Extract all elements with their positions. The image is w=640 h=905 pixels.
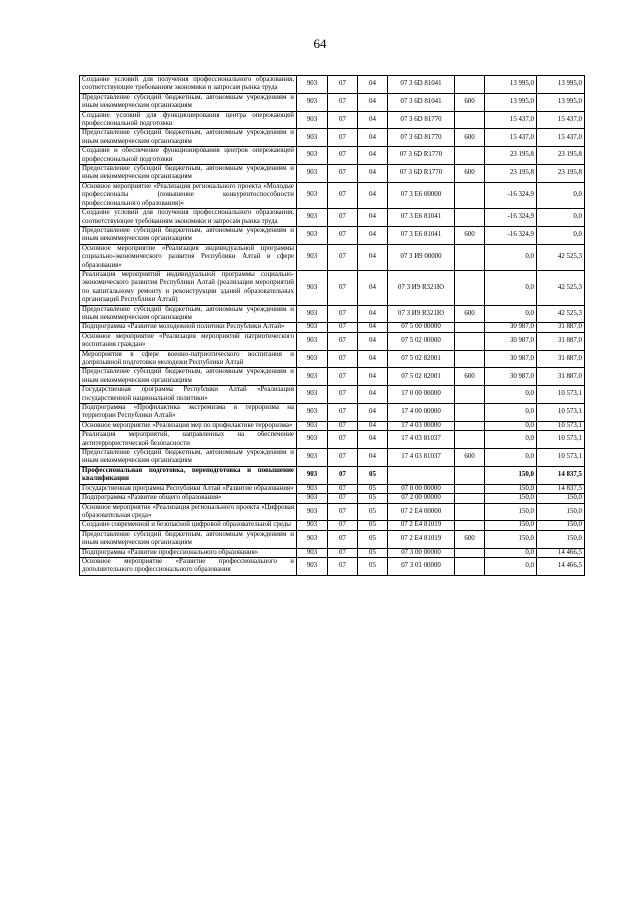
grbs-code-cell: 903	[297, 521, 328, 530]
expense-type-cell	[455, 350, 485, 368]
expense-name-cell: Предоставление субсидий бюджетным, автономным учреждениям и иным некоммерческим организациям	[80, 129, 297, 147]
expense-type-cell	[455, 484, 485, 493]
amount-year1-cell: 150,0	[485, 503, 537, 521]
target-article-cell: 07 3 И9 R321Ю	[388, 305, 455, 323]
subsection-code-cell: 05	[358, 503, 388, 521]
grbs-code-cell: 903	[297, 421, 328, 430]
expense-type-cell	[455, 209, 485, 227]
expense-name-cell: Основное мероприятие «Реализация регионального проекта «Цифровая образовательная среда»	[80, 503, 297, 521]
subsection-code-cell: 04	[358, 165, 388, 183]
amount-year1-cell: 30 987,0	[485, 323, 537, 332]
section-code-cell: 07	[328, 484, 358, 493]
amount-year2-cell: 0,0	[537, 226, 585, 244]
amount-year2-cell: 14 837,5	[537, 466, 585, 484]
amount-year2-cell: 150,0	[537, 530, 585, 548]
grbs-code-cell: 903	[297, 332, 328, 350]
amount-year1-cell: 23 195,8	[485, 147, 537, 165]
section-code-cell: 07	[328, 129, 358, 147]
section-code-cell: 07	[328, 386, 358, 404]
amount-year1-cell: 0,0	[485, 270, 537, 305]
expense-name-cell: Предоставление субсидий бюджетным, автономным учреждениям и иным некоммерческим организациям	[80, 93, 297, 111]
table-row	[80, 76, 585, 94]
subsection-code-cell: 04	[358, 421, 388, 430]
section-code-cell: 07	[328, 226, 358, 244]
target-article-cell: 07 3 E6 81041	[388, 209, 455, 227]
expense-name-cell: Подпрограмма «Развитие общего образования»	[80, 494, 297, 503]
subsection-code-cell: 05	[358, 484, 388, 493]
target-article-cell: 07 3 6D R1770	[388, 165, 455, 183]
amount-year2-cell: 150,0	[537, 503, 585, 521]
amount-year2-cell: 42 525,3	[537, 305, 585, 323]
table-row	[80, 244, 585, 270]
expense-name-cell: Государственная программа Республики Алтай «Развитие образования»	[80, 484, 297, 493]
amount-year1-cell: 15 437,0	[485, 129, 537, 147]
section-code-cell: 07	[328, 93, 358, 111]
subsection-code-cell: 04	[358, 226, 388, 244]
target-article-cell: 07 5 02 82001	[388, 368, 455, 386]
subsection-code-cell: 04	[358, 209, 388, 227]
expense-type-cell	[455, 386, 485, 404]
budget-table	[79, 75, 585, 576]
section-code-cell: 07	[328, 209, 358, 227]
table-row	[80, 209, 585, 227]
expense-type-cell	[455, 431, 485, 449]
expense-type-cell	[455, 466, 485, 484]
table-row	[80, 386, 585, 404]
section-code-cell: 07	[328, 530, 358, 548]
amount-year1-cell: -16 324,9	[485, 209, 537, 227]
target-article-cell: 07 3 И9 00000	[388, 244, 455, 270]
amount-year2-cell: 31 887,0	[537, 350, 585, 368]
expense-name-cell: Основное мероприятие «Реализация мероприятий патриотического воспитания граждан»	[80, 332, 297, 350]
subsection-code-cell: 04	[358, 182, 388, 208]
target-article-cell: 07 3 00 00000	[388, 548, 455, 557]
expense-name-cell: Предоставление субсидий бюджетным, автономным учреждениям и иным некоммерческим организациям	[80, 530, 297, 548]
expense-type-cell	[455, 421, 485, 430]
amount-year2-cell: 31 887,0	[537, 368, 585, 386]
amount-year2-cell: 42 525,3	[537, 244, 585, 270]
amount-year1-cell: 13 995,0	[485, 76, 537, 94]
expense-name-cell: Государственная программа Республики Алтай «Реализация государственной национальной политики»	[80, 386, 297, 404]
amount-year1-cell: 23 195,8	[485, 165, 537, 183]
amount-year1-cell: 0,0	[485, 548, 537, 557]
amount-year1-cell: 150,0	[485, 530, 537, 548]
amount-year1-cell: 150,0	[485, 494, 537, 503]
table-row	[80, 93, 585, 111]
table-row	[80, 129, 585, 147]
expense-type-cell	[455, 503, 485, 521]
section-code-cell: 07	[328, 449, 358, 467]
grbs-code-cell: 903	[297, 350, 328, 368]
grbs-code-cell: 903	[297, 386, 328, 404]
amount-year1-cell: -16 324,9	[485, 182, 537, 208]
subsection-code-cell: 04	[358, 368, 388, 386]
target-article-cell: 17 4 03 81037	[388, 431, 455, 449]
grbs-code-cell: 903	[297, 209, 328, 227]
amount-year2-cell: 31 887,0	[537, 323, 585, 332]
grbs-code-cell: 903	[297, 129, 328, 147]
amount-year1-cell: 30 987,0	[485, 332, 537, 350]
amount-year2-cell: 31 887,0	[537, 332, 585, 350]
amount-year1-cell: 0,0	[485, 557, 537, 575]
grbs-code-cell: 903	[297, 93, 328, 111]
grbs-code-cell: 903	[297, 503, 328, 521]
subsection-code-cell: 05	[358, 521, 388, 530]
amount-year2-cell: 14 837,5	[537, 484, 585, 493]
expense-name-cell: Создание современной и безопасной цифровой образовательной среды	[80, 521, 297, 530]
subsection-code-cell: 04	[358, 332, 388, 350]
amount-year1-cell: 0,0	[485, 421, 537, 430]
subsection-code-cell: 04	[358, 449, 388, 467]
amount-year2-cell: 14 466,5	[537, 557, 585, 575]
expense-type-cell	[455, 494, 485, 503]
target-article-cell: 07 2 E4 81019	[388, 530, 455, 548]
target-article-cell: 07 3 E6 00000	[388, 182, 455, 208]
amount-year1-cell: 150,0	[485, 466, 537, 484]
table-row	[80, 494, 585, 503]
target-article-cell: 17 4 00 00000	[388, 404, 455, 422]
grbs-code-cell: 903	[297, 111, 328, 129]
subsection-code-cell: 04	[358, 323, 388, 332]
expense-name-cell: Создание и обеспечение функционирования центров опережающей профессиональной подготовки	[80, 147, 297, 165]
amount-year1-cell: 0,0	[485, 386, 537, 404]
amount-year1-cell: 150,0	[485, 484, 537, 493]
expense-type-cell: 600	[455, 530, 485, 548]
expense-name-cell: Подпрограмма «Профилактика экстремизма и терроризма на территории Республики Алтай»	[80, 404, 297, 422]
expense-type-cell	[455, 182, 485, 208]
expense-type-cell: 600	[455, 129, 485, 147]
amount-year2-cell: 10 573,1	[537, 421, 585, 430]
subsection-code-cell: 04	[358, 350, 388, 368]
target-article-cell: 07 3 01 00000	[388, 557, 455, 575]
table-row	[80, 521, 585, 530]
grbs-code-cell: 903	[297, 494, 328, 503]
subsection-code-cell: 05	[358, 548, 388, 557]
section-code-cell: 07	[328, 76, 358, 94]
target-article-cell: 07 3 E6 81041	[388, 226, 455, 244]
target-article-cell: 07 2 E4 81019	[388, 521, 455, 530]
table-row	[80, 466, 585, 484]
table-row	[80, 449, 585, 467]
expense-type-cell: 600	[455, 165, 485, 183]
section-code-cell: 07	[328, 521, 358, 530]
table-row	[80, 350, 585, 368]
expense-name-cell: Основное мероприятие «Реализация индивидуальной программы социально-экономического развития Республики Алтай в сфере образования»	[80, 244, 297, 270]
subsection-code-cell: 04	[358, 76, 388, 94]
amount-year2-cell: 23 195,8	[537, 165, 585, 183]
target-article-cell: 17 4 03 81037	[388, 449, 455, 467]
subsection-code-cell: 04	[358, 111, 388, 129]
amount-year1-cell: 150,0	[485, 521, 537, 530]
target-article-cell: 07 3 6D 81041	[388, 76, 455, 94]
table-row	[80, 182, 585, 208]
table-row	[80, 530, 585, 548]
target-article-cell: 17 4 03 00000	[388, 421, 455, 430]
grbs-code-cell: 903	[297, 431, 328, 449]
expense-name-cell: Предоставление субсидий бюджетным, автономным учреждениям и иным некоммерческим организациям	[80, 368, 297, 386]
target-article-cell: 07 5 00 00000	[388, 323, 455, 332]
section-code-cell: 07	[328, 404, 358, 422]
amount-year2-cell: 14 466,5	[537, 548, 585, 557]
section-code-cell: 07	[328, 305, 358, 323]
subsection-code-cell: 05	[358, 466, 388, 484]
amount-year1-cell: 30 987,0	[485, 368, 537, 386]
expense-type-cell	[455, 332, 485, 350]
expense-type-cell: 600	[455, 226, 485, 244]
grbs-code-cell: 903	[297, 466, 328, 484]
grbs-code-cell: 903	[297, 548, 328, 557]
table-row	[80, 484, 585, 493]
amount-year2-cell: 10 573,1	[537, 404, 585, 422]
table-row	[80, 421, 585, 430]
grbs-code-cell: 903	[297, 165, 328, 183]
table-row	[80, 305, 585, 323]
section-code-cell: 07	[328, 350, 358, 368]
section-code-cell: 07	[328, 147, 358, 165]
subsection-code-cell: 04	[358, 431, 388, 449]
expense-type-cell: 600	[455, 368, 485, 386]
expense-name-cell: Предоставление субсидий бюджетным, автономным учреждениям и иным некоммерческим организациям	[80, 305, 297, 323]
section-code-cell: 07	[328, 165, 358, 183]
amount-year1-cell: 15 437,0	[485, 111, 537, 129]
target-article-cell: 07 3 6D 81041	[388, 93, 455, 111]
expense-name-cell: Создание условий для получения профессионального образования, соответствующее требованиям экономики и запросам рынка труда	[80, 76, 297, 94]
grbs-code-cell: 903	[297, 368, 328, 386]
table-row	[80, 332, 585, 350]
amount-year2-cell: 13 995,0	[537, 93, 585, 111]
expense-name-cell: Создание условий для функционирования центра опережающей профессиональной подготовки	[80, 111, 297, 129]
subsection-code-cell: 04	[358, 244, 388, 270]
amount-year1-cell: 30 987,0	[485, 350, 537, 368]
amount-year1-cell: 0,0	[485, 305, 537, 323]
section-code-cell: 07	[328, 466, 358, 484]
amount-year2-cell: 15 437,0	[537, 111, 585, 129]
expense-type-cell	[455, 244, 485, 270]
grbs-code-cell: 903	[297, 530, 328, 548]
amount-year1-cell: 0,0	[485, 244, 537, 270]
grbs-code-cell: 903	[297, 147, 328, 165]
section-code-cell: 07	[328, 182, 358, 208]
target-article-cell: 07 5 02 82001	[388, 350, 455, 368]
amount-year2-cell: 10 573,1	[537, 431, 585, 449]
grbs-code-cell: 903	[297, 404, 328, 422]
section-code-cell: 07	[328, 421, 358, 430]
subsection-code-cell: 04	[358, 93, 388, 111]
expense-type-cell	[455, 323, 485, 332]
section-code-cell: 07	[328, 270, 358, 305]
expense-name-cell: Подпрограмма «Развитие профессионального образования»	[80, 548, 297, 557]
subsection-code-cell: 04	[358, 147, 388, 165]
table-body	[80, 76, 585, 576]
subsection-code-cell: 05	[358, 557, 388, 575]
amount-year2-cell: 150,0	[537, 494, 585, 503]
subsection-code-cell: 04	[358, 129, 388, 147]
amount-year2-cell: 23 195,8	[537, 147, 585, 165]
table-row	[80, 270, 585, 305]
amount-year1-cell: 0,0	[485, 431, 537, 449]
subsection-code-cell: 05	[358, 530, 388, 548]
target-article-cell: 07 2 E4 00000	[388, 503, 455, 521]
amount-year1-cell: 0,0	[485, 404, 537, 422]
table-row	[80, 548, 585, 557]
expense-type-cell	[455, 404, 485, 422]
target-article-cell: 07 3 6D 81770	[388, 129, 455, 147]
expense-type-cell	[455, 521, 485, 530]
expense-name-cell: Основное мероприятие «Развитие профессионального и дополнительного профессионального образования	[80, 557, 297, 575]
target-article-cell: 07 2 00 00000	[388, 494, 455, 503]
grbs-code-cell: 903	[297, 270, 328, 305]
grbs-code-cell: 903	[297, 244, 328, 270]
table-row	[80, 557, 585, 575]
section-code-cell: 07	[328, 494, 358, 503]
section-code-cell: 07	[328, 244, 358, 270]
subsection-code-cell: 05	[358, 494, 388, 503]
target-article-cell: 07 3 6D R1770	[388, 147, 455, 165]
target-article-cell: 17 0 00 00000	[388, 386, 455, 404]
table-row	[80, 226, 585, 244]
target-article-cell: 07 3 И9 R321Ю	[388, 270, 455, 305]
subsection-code-cell: 04	[358, 404, 388, 422]
grbs-code-cell: 903	[297, 557, 328, 575]
target-article-cell: 07 3 6D 81770	[388, 111, 455, 129]
expense-name-cell: Предоставление субсидий бюджетным, автономным учреждениям и иным некоммерческим организациям	[80, 165, 297, 183]
expense-name-cell: Реализация мероприятий индивидуальной программы социально-экономического развития Республики Алтай (реализация мероприятий по капитальному ремонту и реконструкции зданий образовательных организаций Республики Алтай)	[80, 270, 297, 305]
expense-name-cell: Создание условий для получения профессионального образования, соответствующее требованиям экономики и запросам рынка труда	[80, 209, 297, 227]
table-row	[80, 147, 585, 165]
target-article-cell: 07 0 00 00000	[388, 484, 455, 493]
table-row	[80, 323, 585, 332]
grbs-code-cell: 903	[297, 226, 328, 244]
expense-name-cell: Мероприятия в сфере военно-патриотического воспитания и допризывной подготовки молодежи Республики Алтай	[80, 350, 297, 368]
expense-type-cell: 600	[455, 305, 485, 323]
amount-year2-cell: 10 573,1	[537, 386, 585, 404]
subsection-code-cell: 04	[358, 270, 388, 305]
section-code-cell: 07	[328, 548, 358, 557]
amount-year2-cell: 13 995,0	[537, 76, 585, 94]
amount-year2-cell: 0,0	[537, 182, 585, 208]
target-article-cell	[388, 466, 455, 484]
expense-name-cell: Профессиональная подготовка, переподготовка и повышение квалификации	[80, 466, 297, 484]
section-code-cell: 07	[328, 332, 358, 350]
table-row	[80, 368, 585, 386]
section-code-cell: 07	[328, 431, 358, 449]
grbs-code-cell: 903	[297, 449, 328, 467]
grbs-code-cell: 903	[297, 76, 328, 94]
amount-year2-cell: 15 437,0	[537, 129, 585, 147]
expense-type-cell	[455, 147, 485, 165]
expense-type-cell	[455, 76, 485, 94]
grbs-code-cell: 903	[297, 305, 328, 323]
grbs-code-cell: 903	[297, 484, 328, 493]
table-row	[80, 165, 585, 183]
expense-type-cell: 600	[455, 93, 485, 111]
expense-name-cell: Предоставление субсидий бюджетным, автономным учреждениям и иным некоммерческим организациям	[80, 226, 297, 244]
amount-year2-cell: 42 525,3	[537, 270, 585, 305]
expense-name-cell: Основное мероприятие «Реализация регионального проекта «Молодые профессионалы (повышение конкурентоспособности профессионального образования)»	[80, 182, 297, 208]
amount-year2-cell: 10 573,1	[537, 449, 585, 467]
amount-year2-cell: 0,0	[537, 209, 585, 227]
amount-year1-cell: 13 995,0	[485, 93, 537, 111]
expense-type-cell	[455, 270, 485, 305]
table-row	[80, 404, 585, 422]
expense-name-cell: Реализация мероприятий, направленных на обеспечение антитеррористической безопасности	[80, 431, 297, 449]
expense-name-cell: Основное мероприятие «Реализация мер по профилактике терроризма»	[80, 421, 297, 430]
table-row	[80, 111, 585, 129]
subsection-code-cell: 04	[358, 386, 388, 404]
section-code-cell: 07	[328, 111, 358, 129]
amount-year1-cell: -16 324,9	[485, 226, 537, 244]
subsection-code-cell: 04	[358, 305, 388, 323]
section-code-cell: 07	[328, 368, 358, 386]
section-code-cell: 07	[328, 503, 358, 521]
expense-type-cell: 600	[455, 449, 485, 467]
table-row	[80, 431, 585, 449]
page-number: 64	[313, 36, 327, 51]
expense-type-cell	[455, 111, 485, 129]
grbs-code-cell: 903	[297, 182, 328, 208]
table-row	[80, 503, 585, 521]
expense-type-cell	[455, 557, 485, 575]
section-code-cell: 07	[328, 323, 358, 332]
section-code-cell: 07	[328, 557, 358, 575]
expense-type-cell	[455, 548, 485, 557]
amount-year2-cell: 150,0	[537, 521, 585, 530]
amount-year1-cell: 0,0	[485, 449, 537, 467]
grbs-code-cell: 903	[297, 323, 328, 332]
expense-name-cell: Предоставление субсидий бюджетным, автономным учреждениям и иным некоммерческим организациям	[80, 449, 297, 467]
expense-name-cell: Подпрограмма «Развитие молодежной политики Республики Алтай»	[80, 323, 297, 332]
target-article-cell: 07 5 02 00000	[388, 332, 455, 350]
